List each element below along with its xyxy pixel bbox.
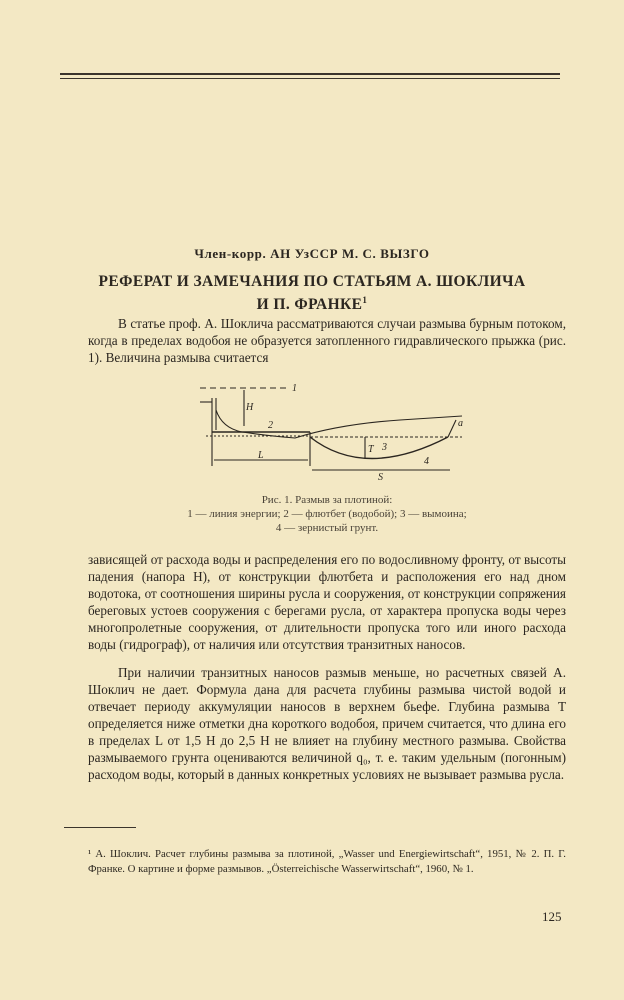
title-line-2: И П. ФРАНКЕ <box>256 296 363 314</box>
caption-line-2: 1 — линия энергии; 2 — флютбет (водобой); 3 — вымоина; <box>187 508 467 520</box>
footnote: ¹ А. Шоклич. Расчет глубины размыва за плотиной, „Wasser und Energiewirtschaft“, 1951, № 2. П. Г. Франке. О картине и форме размывов. „Österreichische Wasserwirtschaft“, 1960, № 1. <box>88 848 566 875</box>
label-H: H <box>246 402 254 413</box>
label-3: 3 <box>382 442 387 453</box>
author-line: Член-корр. АН УзССР М. С. ВЫЗГО <box>194 246 430 261</box>
label-1: 1 <box>292 383 297 394</box>
caption-line-1: Рис. 1. Размыв за плотиной: <box>261 494 393 506</box>
footnote-rule <box>64 827 136 828</box>
title-footnote-mark: 1 <box>362 295 368 305</box>
label-T: T <box>368 444 374 455</box>
label-S: S <box>378 472 383 483</box>
label-4: 4 <box>424 456 429 467</box>
header-rule-thin <box>60 78 560 79</box>
paragraph-2: зависящей от расхода воды и распределения его по водосливному фронту, от высоты падения (напора H), от конструкции флютбета и расположения его над дном водотока, от соотношения ширины русла и сооружения, от конструкции сопряжения береговых устоев сооружения с берегами русла, от характера пропуска воды через многопролетные сооружения, от длительности пропуска того или иного расхода воды (гидрограф), от наличия или отсутствия транзитных наносов. <box>88 552 566 652</box>
label-a: a <box>458 418 463 429</box>
article-title <box>60 272 564 314</box>
label-L: L <box>258 450 264 461</box>
figure-caption <box>88 493 566 535</box>
water-surface <box>216 410 462 438</box>
figure-scour-diagram <box>200 380 470 485</box>
paragraph-3: При наличии транзитных наносов размыв меньше, но расчетных связей А. Шоклич не дает. Формула дана для расчета глубины размыва чистой водой и отвечает периоду аккумуляции наносов в верхнем бьефе. Глубина размыва T определяется ниже отметки дна короткого водобоя, причем считается, что длина его в пределах L от 1,5 H до 2,5 H не влияет на глубину местного размыва. Свойства размываемого грунта оцениваются величиной q₀, т. е. таким удельным (погонным) расходом воды, который в данных конкретных условиях не вызывает размыва русла. <box>88 665 566 782</box>
slope-line <box>448 420 456 437</box>
label-2: 2 <box>268 420 273 431</box>
caption-line-3: 4 — зернистый грунт. <box>275 522 379 534</box>
page-number: 125 <box>542 909 562 924</box>
header-rule <box>60 73 560 75</box>
title-line-1: РЕФЕРАТ И ЗАМЕЧАНИЯ ПО СТАТЬЯМ А. ШОКЛИЧА <box>98 273 526 290</box>
paragraph-1: В статье проф. А. Шоклича рассматриваются случаи размыва бурным потоком, когда в пределах водобоя не образуется затопленного гидравлического прыжка (рис. 1). Величина размыва считается <box>88 316 566 365</box>
